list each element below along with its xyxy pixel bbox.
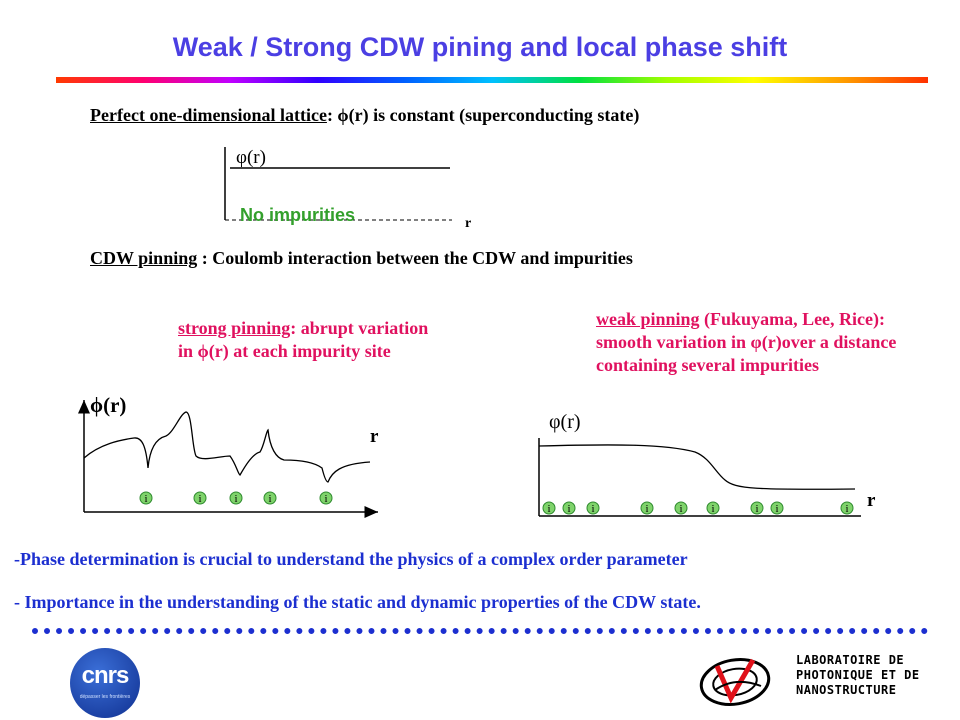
svg-text:i: i bbox=[144, 493, 148, 505]
strong-pinning-diagram bbox=[70, 388, 400, 528]
no-impurities-label: No impurities bbox=[240, 205, 356, 225]
weak-phase-curve bbox=[539, 445, 855, 489]
svg-text:i: i bbox=[198, 493, 202, 505]
svg-text:i: i bbox=[775, 503, 779, 515]
strong-y-label: ϕ(r) bbox=[90, 393, 127, 417]
lab-line-3: NANOSTRUCTURE bbox=[796, 683, 897, 697]
impurity-marker bbox=[194, 492, 206, 505]
perfect-x-label: r bbox=[465, 216, 472, 231]
no-impurity-diagram bbox=[200, 135, 490, 235]
rainbow-divider bbox=[56, 77, 928, 83]
perfect-y-label: φ(r) bbox=[236, 147, 266, 168]
impurity-marker bbox=[563, 502, 575, 515]
strong-pinning-label: strong pinning bbox=[178, 318, 291, 338]
perfect-lattice-text bbox=[90, 105, 639, 126]
impurity-marker bbox=[320, 492, 332, 505]
svg-text:i: i bbox=[755, 503, 759, 515]
impurity-marker bbox=[841, 502, 853, 515]
impurity-marker bbox=[543, 502, 555, 515]
svg-text:i: i bbox=[591, 503, 595, 515]
svg-text:i: i bbox=[234, 493, 238, 505]
svg-text:i: i bbox=[645, 503, 649, 515]
cnrs-logo-text: cnrs bbox=[81, 662, 129, 689]
bullet-importance: - Importance in the understanding of the static and dynamic properties of the CDW state. bbox=[14, 592, 701, 612]
strong-impurities bbox=[140, 492, 332, 505]
impurity-marker bbox=[751, 502, 763, 515]
weak-y-label: φ(r) bbox=[549, 411, 581, 433]
svg-text:i: i bbox=[567, 503, 571, 515]
weak-impurities bbox=[543, 502, 853, 515]
cdw-pinning-label: CDW pinning bbox=[90, 248, 198, 268]
impurity-marker bbox=[675, 502, 687, 515]
strong-phase-curve bbox=[84, 412, 370, 482]
weak-pinning-rest: (Fukuyama, Lee, Rice): smooth variation in φ(r)over a distance containing several impurities bbox=[596, 309, 897, 375]
strong-x-label: r bbox=[370, 426, 379, 447]
cdw-pinning-text bbox=[90, 248, 633, 269]
strong-pinning-rest: : abrupt variation in ϕ(r) at each impurity site bbox=[178, 318, 429, 361]
perfect-lattice-rest: : ϕ(r) is constant (superconducting state) bbox=[326, 105, 640, 125]
impurity-marker bbox=[587, 502, 599, 515]
svg-text:i: i bbox=[547, 503, 551, 515]
svg-text:i: i bbox=[711, 503, 715, 515]
impurity-marker bbox=[230, 492, 242, 505]
perfect-lattice-label: Perfect one-dimensional lattice bbox=[90, 105, 327, 125]
svg-text:i: i bbox=[679, 503, 683, 515]
bullet-phase-determination: -Phase determination is crucial to understand the physics of a complex order parameter bbox=[14, 549, 688, 569]
lab-name bbox=[796, 653, 920, 698]
svg-text:i: i bbox=[845, 503, 849, 515]
impurity-marker bbox=[707, 502, 719, 515]
dotted-divider bbox=[32, 628, 928, 634]
svg-text:i: i bbox=[324, 493, 328, 505]
impurity-marker bbox=[264, 492, 276, 505]
impurity-marker bbox=[641, 502, 653, 515]
cdw-pinning-rest: : Coulomb interaction between the CDW and impurities bbox=[197, 248, 633, 268]
svg-text:i: i bbox=[268, 493, 272, 505]
lpn-logo bbox=[695, 646, 785, 716]
impurity-marker bbox=[771, 502, 783, 515]
page-title: Weak / Strong CDW pining and local phase shift bbox=[172, 32, 788, 62]
weak-pinning-diagram bbox=[525, 400, 905, 530]
lab-line-1: LABORATOIRE DE bbox=[796, 653, 905, 667]
cnrs-tagline: dépasser les frontières bbox=[79, 694, 131, 700]
cnrs-logo bbox=[70, 648, 140, 718]
lab-line-2: PHOTONIQUE ET DE bbox=[796, 668, 920, 682]
weak-pinning-caption bbox=[596, 308, 931, 377]
weak-pinning-label: weak pinning bbox=[596, 309, 700, 329]
impurity-marker bbox=[140, 492, 152, 505]
strong-pinning-caption bbox=[178, 317, 438, 363]
weak-x-label: r bbox=[867, 490, 876, 511]
